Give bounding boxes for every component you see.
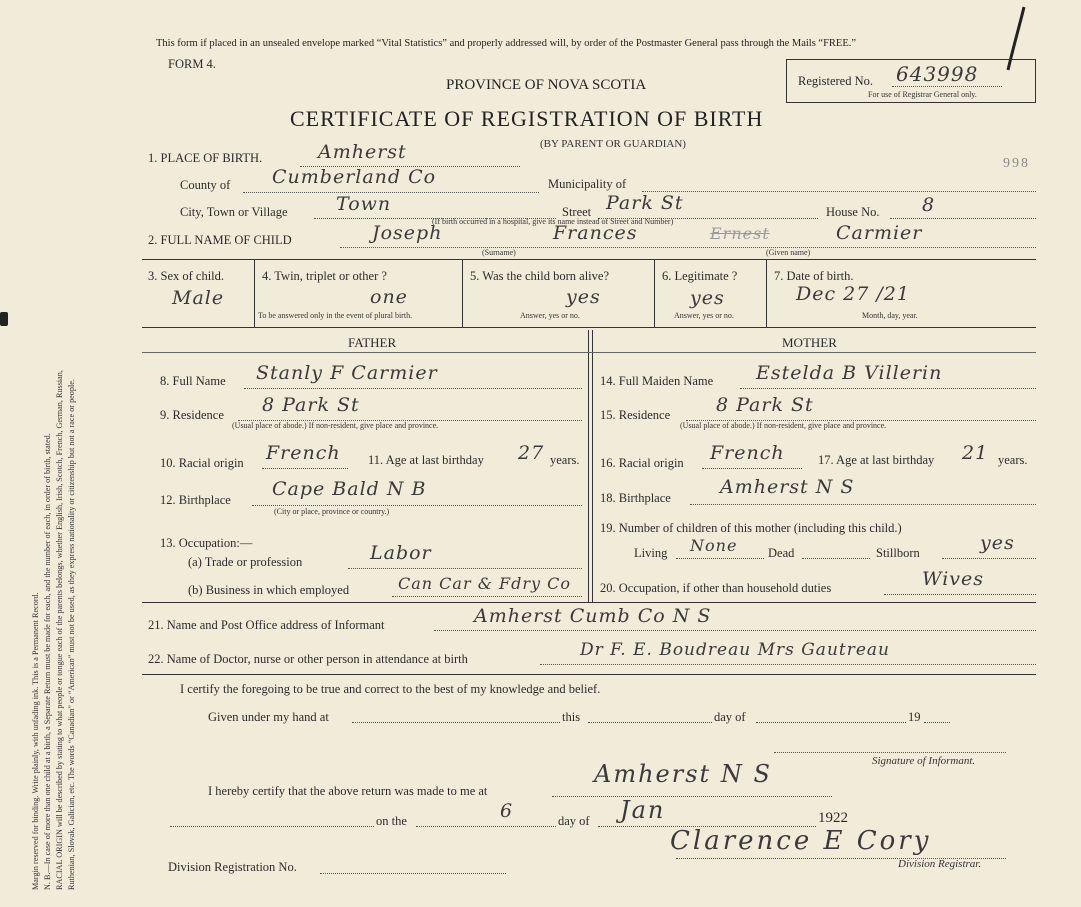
father-birthplace-hint: (City or place, province or country.) xyxy=(274,507,390,516)
city-label: City, Town or Village xyxy=(180,205,288,219)
father-racial-value: French xyxy=(266,442,341,464)
twin-hint: To be answered only in the event of plural birth. xyxy=(258,311,413,320)
alive-hint: Answer, yes or no. xyxy=(520,311,580,320)
mother-age-value: 21 xyxy=(962,442,989,464)
dob-label: 7. Date of birth. xyxy=(774,269,854,283)
certify-statement: I certify the foregoing to be true and correct to the best of my knowledge and belief. xyxy=(180,682,601,696)
father-occupation-label: 13. Occupation:— xyxy=(160,536,253,550)
mother-racial-label: 16. Racial origin xyxy=(600,456,684,470)
dob-hint: Month, day, year. xyxy=(862,311,918,320)
twin-value: one xyxy=(370,286,408,308)
surname-hint: (Surname) xyxy=(482,248,516,257)
registrar-day-of-label: day of xyxy=(558,814,590,828)
this-label: this xyxy=(562,710,581,724)
division-registration-label: Division Registration No. xyxy=(168,860,297,874)
street-label: Street xyxy=(562,205,592,219)
given-name-hint: (Given name) xyxy=(766,248,811,257)
stillborn-value: yes xyxy=(980,532,1015,554)
doctor-label: 22. Name of Doctor, nurse or other person in attendance at birth xyxy=(148,652,468,666)
margin-note: N. B.—In case of more than one child at a birth, a Separate Return must be made for each, and the number of each, in order of birth, stated. xyxy=(43,433,52,890)
mailing-notice: This form if placed in an unsealed envelope marked “Vital Statistics” and properly addressed will, by order of the Postmaster General pass through the Mails “FREE.” xyxy=(156,38,857,49)
legitimate-hint: Answer, yes or no. xyxy=(674,311,734,320)
mother-children-label: 19. Number of children of this mother (including this child.) xyxy=(600,521,902,535)
place-of-birth-value: Amherst xyxy=(318,141,407,163)
stamp-number: 998 xyxy=(1003,156,1030,171)
day-of-label: day of xyxy=(714,710,746,724)
mother-racial-value: French xyxy=(710,442,785,464)
margin-notes xyxy=(30,10,78,890)
nineteen-label: 19 xyxy=(908,710,921,724)
mother-residence-hint: (Usual place of abode.) If non-resident, give place and province. xyxy=(680,421,887,430)
registrar-year: 1922 xyxy=(818,810,848,826)
margin-note: RACIAL ORIGIN will be described by stating to what people or tongue each of the parents belongs, whether English, Irish, Scotch, French, German, Russian, xyxy=(55,370,64,890)
margin-note: Margin reserved for binding. Write plainly, with unfading ink. This is a Permanent Record. xyxy=(31,592,40,890)
house-number-value: 8 xyxy=(922,194,936,216)
father-business-value: Can Car & Fdry Co xyxy=(398,574,572,593)
father-business-label: (b) Business in which employed xyxy=(188,583,350,597)
city-value: Town xyxy=(336,193,392,215)
mother-birthplace-value: Amherst N S xyxy=(720,476,855,498)
county-value: Cumberland Co xyxy=(272,166,437,188)
division-registrar-label: Division Registrar. xyxy=(898,858,982,870)
certificate-title: CERTIFICATE OF REGISTRATION OF BIRTH xyxy=(290,106,764,131)
father-trade-value: Labor xyxy=(370,542,432,564)
informant-value: Amherst Cumb Co N S xyxy=(474,605,712,627)
child-struck-name: Ernest xyxy=(710,224,770,243)
mother-residence-label: 15. Residence xyxy=(600,408,671,422)
form-number: FORM 4. xyxy=(168,57,216,71)
street-value: Park St xyxy=(606,192,684,214)
mother-heading: MOTHER xyxy=(782,335,837,350)
mother-maiden-label: 14. Full Maiden Name xyxy=(600,374,714,388)
registrar-statement: I hereby certify that the above return was made to me at xyxy=(208,784,488,798)
father-racial-label: 10. Racial origin xyxy=(160,456,244,470)
binding-hole xyxy=(0,312,8,326)
father-name-label: 8. Full Name xyxy=(160,374,226,388)
doctor-value: Dr F. E. Boudreau Mrs Gautreau xyxy=(580,640,890,660)
province-heading: PROVINCE OF NOVA SCOTIA xyxy=(446,77,647,93)
mother-occupation-value: Wives xyxy=(922,568,984,590)
sex-label: 3. Sex of child. xyxy=(148,269,225,283)
given-under-label: Given under my hand at xyxy=(208,710,329,724)
registrar-signature: Clarence E Cory xyxy=(670,826,932,856)
father-residence-hint: (Usual place of abode.) If non-resident, give place and province. xyxy=(232,421,439,430)
child-name-label: 2. FULL NAME OF CHILD xyxy=(148,233,292,247)
legitimate-value: yes xyxy=(690,287,725,309)
house-number-label: House No. xyxy=(826,205,880,219)
alive-label: 5. Was the child born alive? xyxy=(470,269,610,283)
father-birthplace-label: 12. Birthplace xyxy=(160,493,231,507)
registrar-day: 6 xyxy=(500,800,514,822)
twin-label: 4. Twin, triplet or other ? xyxy=(262,269,387,283)
father-name-value: Stanly F Carmier xyxy=(256,362,438,384)
registered-note: For use of Registrar General only. xyxy=(868,90,977,99)
legitimate-label: 6. Legitimate ? xyxy=(662,269,738,283)
stillborn-label: Stillborn xyxy=(876,546,920,560)
father-age-value: 27 xyxy=(518,442,545,464)
certificate-subtitle: (BY PARENT OR GUARDIAN) xyxy=(540,138,686,150)
mother-years: years. xyxy=(998,453,1028,467)
father-years: years. xyxy=(550,453,580,467)
sex-value: Male xyxy=(172,287,225,309)
father-residence-value: 8 Park St xyxy=(262,394,360,416)
child-middle-name: Frances xyxy=(553,222,638,244)
registrar-place: Amherst N S xyxy=(594,760,772,788)
margin-note: Ruthenian, Slovak, Galician, etc. The words “Canadian” or “American” must not be used, as they express nationality or citizenship but not a race or people. xyxy=(67,379,76,890)
father-trade-label: (a) Trade or profession xyxy=(188,555,303,569)
mother-maiden-value: Estelda B Villerin xyxy=(756,362,943,384)
child-last-name: Carmier xyxy=(836,222,923,244)
mother-age-label: 17. Age at last birthday xyxy=(818,453,935,467)
mother-birthplace-label: 18. Birthplace xyxy=(600,491,671,505)
living-value: None xyxy=(690,536,738,555)
father-heading: FATHER xyxy=(348,335,397,350)
place-of-birth-label: 1. PLACE OF BIRTH. xyxy=(148,151,263,165)
father-age-label: 11. Age at last birthday xyxy=(368,453,484,467)
registrar-month: Jan xyxy=(620,796,666,824)
child-first-name: Joseph xyxy=(372,222,443,244)
signature-informant-label: Signature of Informant. xyxy=(872,755,976,767)
county-label: County of xyxy=(180,178,231,192)
living-label: Living xyxy=(634,546,668,560)
dob-value: Dec 27 /21 xyxy=(796,283,910,305)
dead-label: Dead xyxy=(768,546,795,560)
on-the-label: on the xyxy=(376,814,407,828)
mother-occupation-label: 20. Occupation, if other than household duties xyxy=(600,581,832,595)
informant-label: 21. Name and Post Office address of Informant xyxy=(148,618,385,632)
father-residence-label: 9. Residence xyxy=(160,408,224,422)
municipality-label: Municipality of xyxy=(548,177,627,191)
registered-number: 643998 xyxy=(896,62,979,86)
father-birthplace-value: Cape Bald N B xyxy=(272,478,427,500)
mother-residence-value: 8 Park St xyxy=(716,394,814,416)
alive-value: yes xyxy=(566,286,601,308)
registered-label: Registered No. xyxy=(798,74,873,88)
hospital-note: (If birth occurred in a hospital, give its name instead of Street and Number) xyxy=(432,217,674,226)
